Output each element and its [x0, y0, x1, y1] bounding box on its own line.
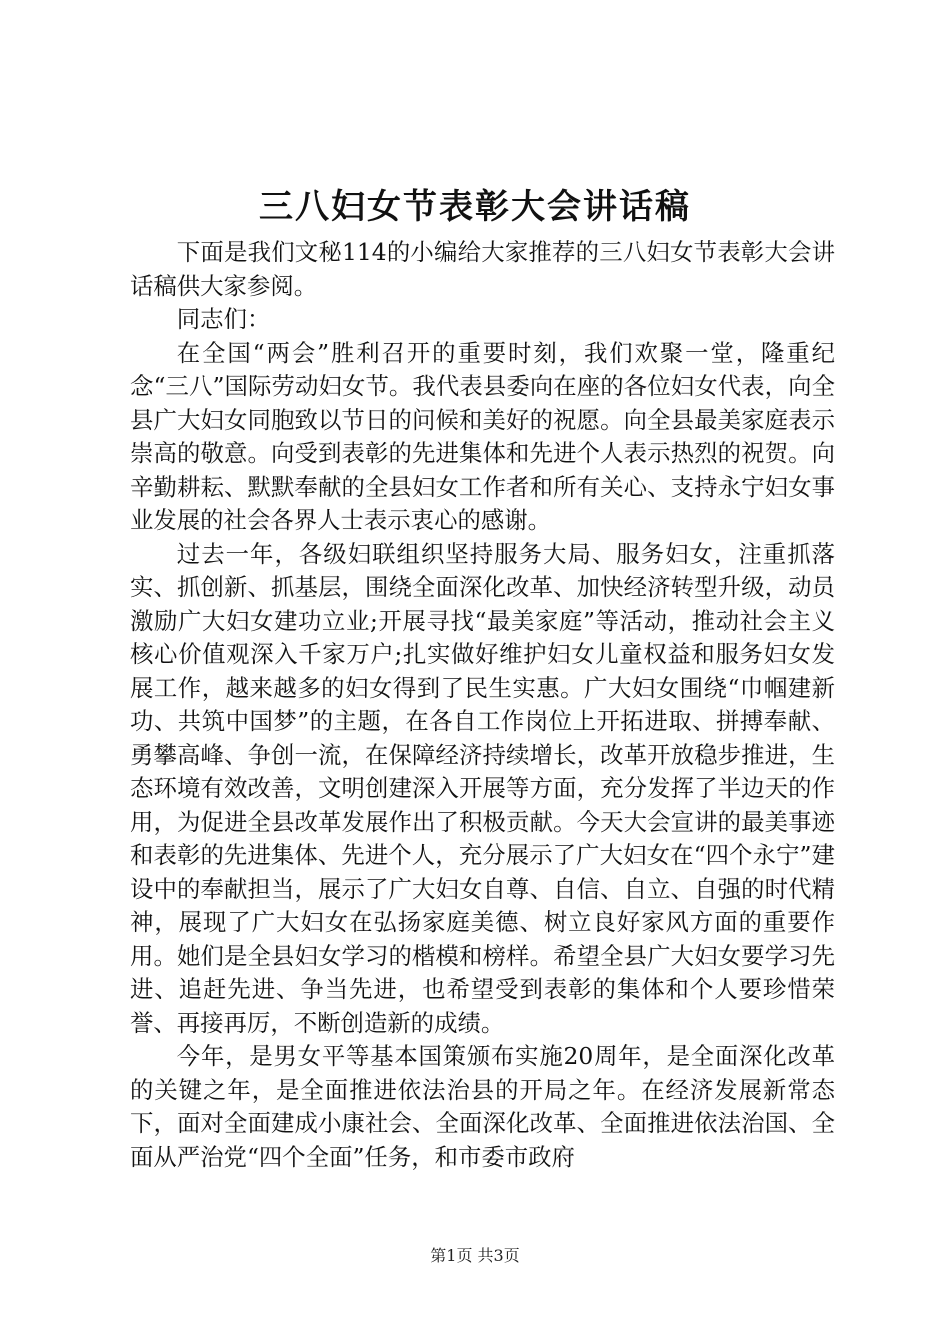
- paragraph-review: 过去一年，各级妇联组织坚持服务大局、服务妇女，注重抓落实、抓创新、抓基层，围绕全面深化改革、加快经济转型升级，动员激励广大妇女建功立业;开展寻找“最美家庭”等活动，推动社会主义核心价值观深入千家万户;扎实做好维护妇女儿童权益和服务妇女发展工作，越来越多的妇女得到了民生实惠。广大妇女围绕“巾帼建新功、共筑中国梦”的主题，在各自工作岗位上开拓进取、拼搏奉献、勇攀高峰、争创一流，在保障经济持续增长，改革开放稳步推进，生态环境有效改善，文明创建深入开展等方面，充分发挥了半边天的作用，为促进全县改革发展作出了积极贡献。今天大会宣讲的最美事迹和表彰的先进集体、先进个人，充分展示了广大妇女在“四个永宁”建设中的奉献担当，展示了广大妇女自尊、自信、自立、自强的时代精神，展现了广大妇女在弘扬家庭美德、树立良好家风方面的重要作用。她们是全县妇女学习的楷模和榜样。希望全县广大妇女要学习先进、追赶先进、争当先进，也希望受到表彰的集体和个人要珍惜荣誉、再接再厉，不断创造新的成绩。: [130, 539, 835, 1037]
- document-title: 三八妇女节表彰大会讲话稿: [259, 187, 691, 227]
- document-body: [130, 236, 835, 1174]
- page-footer: 第1页 共3页: [430, 1246, 520, 1265]
- paragraph-salutation: 同志们：: [176, 305, 271, 333]
- paragraph-greetings: 在全国“两会”胜利召开的重要时刻，我们欢聚一堂，隆重纪念“三八”国际劳动妇女节。我代表县委向在座的各位妇女代表，向全县广大妇女同胞致以节日的问候和美好的祝愿。向全县最美家庭表示崇高的敬意。向受到表彰的先进集体和先进个人表示热烈的祝贺。向辛勤耕耘、默默奉献的全县妇女工作者和所有关心、支持永宁妇女事业发展的社会各界人士表示衷心的感谢。: [130, 338, 835, 534]
- paragraph-this-year: 今年，是男女平等基本国策颁布实施20周年，是全面深化改革的关键之年，是全面推进依法治县的开局之年。在经济发展新常态下，面对全面建成小康社会、全面深化改革、全面推进依法治国、全面从严治党“四个全面”任务，和市委市政府: [130, 1042, 835, 1171]
- paragraph-intro: 下面是我们文秘114的小编给大家推荐的三八妇女节表彰大会讲话稿供大家参阅。: [130, 238, 835, 300]
